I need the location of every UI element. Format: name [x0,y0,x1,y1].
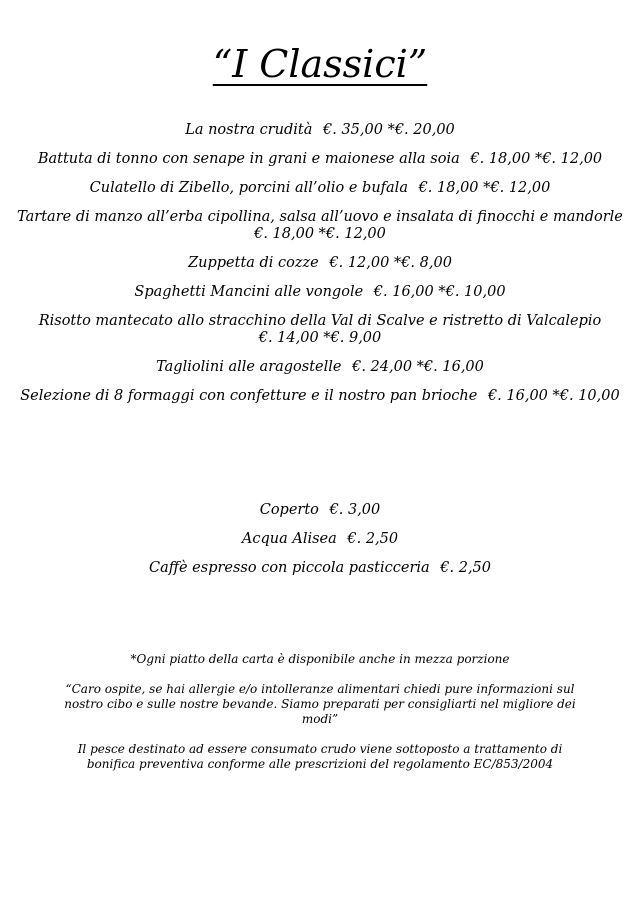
dish-price: €. 24,00 *€. 16,00 [352,359,484,375]
dish-price: €. 18,00 *€. 12,00 [418,180,551,196]
extra-item [0,560,640,577]
dish-item [0,209,640,243]
dish-price: €. 16,00 *€. 10,00 [373,284,506,300]
dish-item [0,284,640,301]
dish-name: Selezione di 8 formaggi con confetture e il nostro pan brioche [20,388,478,404]
dish-item [0,255,640,272]
dish-item [0,359,640,376]
allergy-note: “Caro ospite, se hai allergie e/o intolleranze alimentari chiedi pure informazioni sul nostro cibo e sulle nostre bevande. Siamo preparati per consigliarti nel migliore dei modi” [64,682,576,726]
dish-item [0,180,640,197]
dish-name: Zuppetta di cozze [188,255,319,271]
dish-price: €. 18,00 *€. 12,00 [470,151,603,167]
dish-item [0,388,640,405]
dish-name: La nostra crudità [185,122,313,138]
dish-name: Spaghetti Mancini alle vongole [134,284,364,300]
extra-name: Coperto [259,502,319,518]
half-portion-note: *Ogni piatto della carta è disponibile anche in mezza porzione [130,652,510,666]
dish-item [0,151,640,168]
menu-title [0,42,640,86]
menu-title-text: “I Classici” [212,42,428,86]
dish-name: Tartare di manzo all’erba cipollina, salsa all’uovo e insalata di finocchi e mandorle [17,209,623,225]
extra-item [0,502,640,519]
dish-item [0,313,640,347]
extra-price: €. 3,00 [329,502,381,518]
extra-price: €. 2,50 [347,531,399,547]
dish-item [0,122,640,139]
dish-price: €. 18,00 *€. 12,00 [254,226,386,242]
dish-name: Risotto mantecato allo stracchino della Val di Scalve e ristretto di Valcalepio [38,313,602,329]
dish-price: €. 12,00 *€. 8,00 [329,255,452,271]
extra-name: Acqua Alisea [241,531,337,547]
dish-name: Battuta di tonno con senape in grani e maionese alla soia [37,151,460,167]
dish-price: €. 16,00 *€. 10,00 [487,388,620,404]
extra-item [0,531,640,548]
extra-price: €. 2,50 [440,560,492,576]
dish-name: Culatello di Zibello, porcini all’olio e bufala [89,180,408,196]
extra-name: Caffè espresso con piccola pasticceria [148,560,430,576]
raw-fish-note: Il pesce destinato ad essere consumato crudo viene sottoposto a trattamento di bonifica preventiva conforme alle prescrizioni del regolamento EC/853/2004 [77,742,563,771]
dish-name: Tagliolini alle aragostelle [156,359,342,375]
dish-price: €. 14,00 *€. 9,00 [258,330,382,346]
footnotes [0,652,640,787]
dish-list [0,122,640,417]
dish-price: €. 35,00 *€. 20,00 [323,122,455,138]
extras-list [0,502,640,589]
